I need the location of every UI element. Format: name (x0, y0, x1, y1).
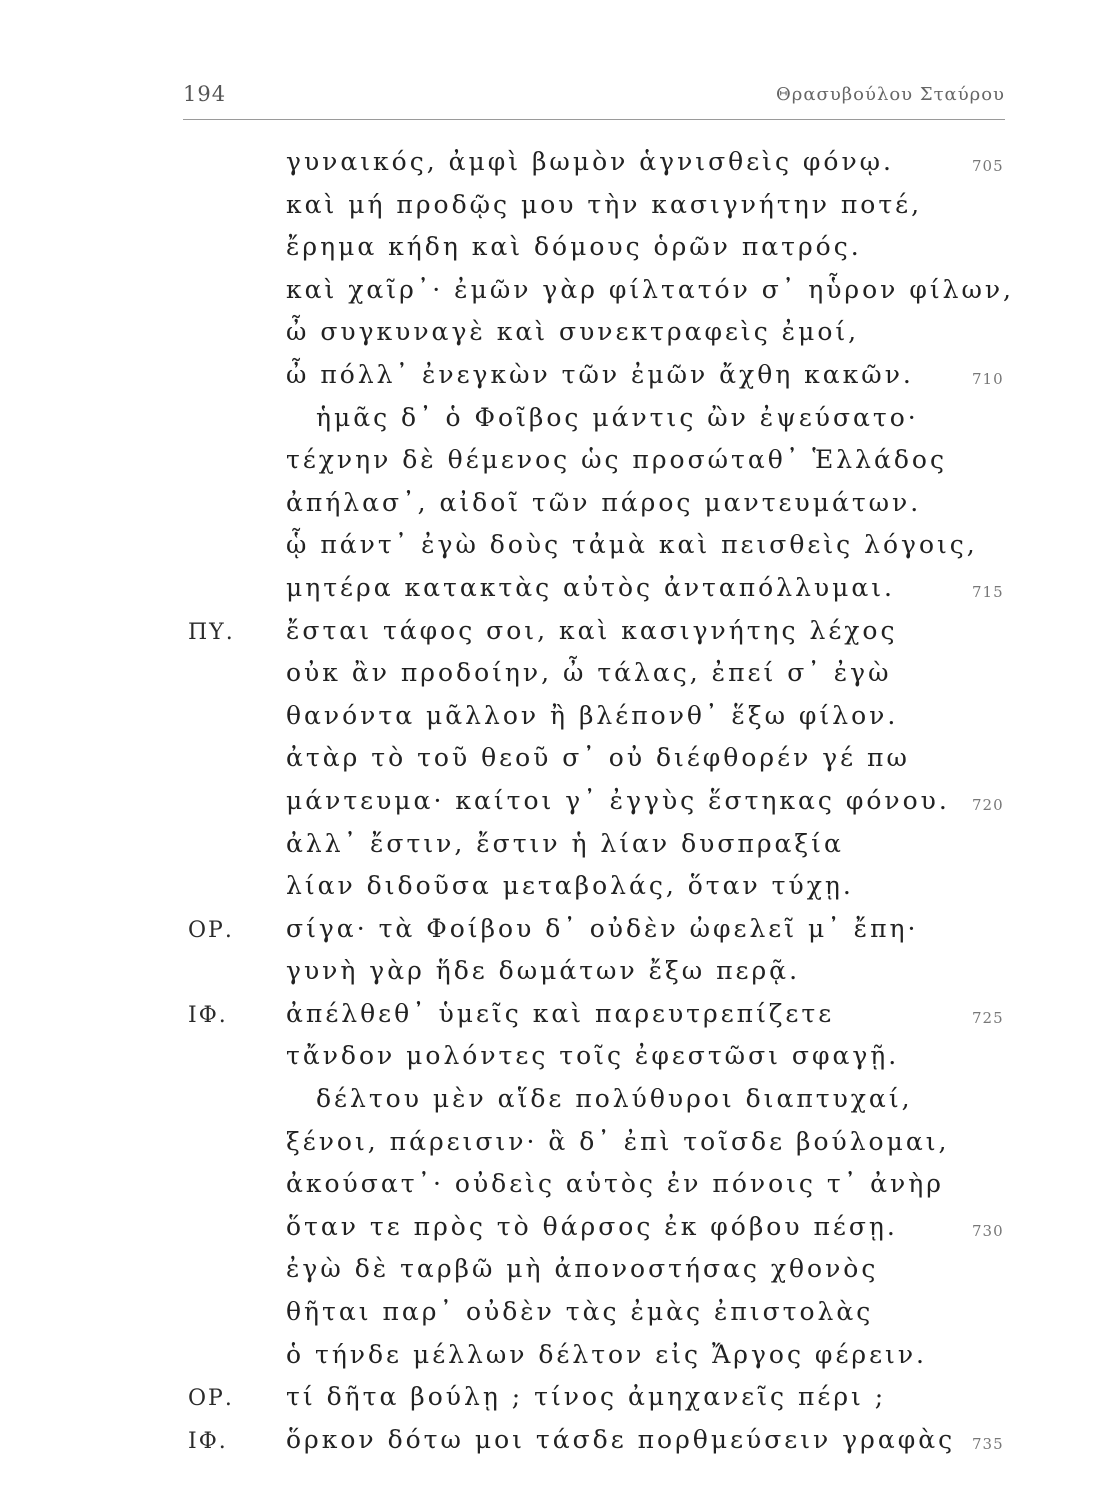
verse-line (0, 1041, 1113, 1084)
verse-line (0, 147, 1113, 190)
verse-line (0, 1340, 1113, 1383)
line-number: 725 (972, 1008, 1004, 1027)
verse-line (0, 956, 1113, 999)
verse-text: ὦ συγκυναγὲ καὶ συνεκτραφεὶς ἐμοί, (286, 317, 860, 347)
verse-text: ἀλλ᾽ ἔστιν, ἔστιν ἡ λίαν δυσπραξία (286, 828, 844, 858)
verse-line (0, 786, 1113, 829)
verse-line (0, 914, 1113, 957)
verse-text: ἔσται τάφος σοι, καὶ κασιγνήτης λέχος (286, 615, 898, 645)
verse-text: μητέρα κατακτὰς αὐτὸς ἀνταπόλλυμαι. (286, 572, 895, 602)
verse-line (0, 658, 1113, 701)
verse-line (0, 190, 1113, 233)
verse-line (0, 488, 1113, 531)
verse-text: τἄνδον μολόντες τοῖς ἐφεστῶσι σφαγῇ. (286, 1041, 900, 1071)
verse-line (0, 743, 1113, 786)
verse-line (0, 616, 1113, 659)
verse-line (0, 1212, 1113, 1255)
verse-line (0, 1382, 1113, 1425)
verse-line (0, 871, 1113, 914)
verse-text: ὦ πόλλ᾽ ἐνεγκὼν τῶν ἐμῶν ἄχθη κακῶν. (286, 359, 914, 389)
verse-text: ἀκούσατ᾽· οὐδεὶς αὑτὸς ἐν πόνοις τ᾽ ἀνὴρ (286, 1169, 944, 1199)
verse-text: ὅταν τε πρὸς τὸ θάρσος ἐκ φόβου πέσῃ. (286, 1211, 898, 1241)
verse-line (0, 1127, 1113, 1170)
verse-line (0, 275, 1113, 318)
verse-text: θῆται παρ᾽ οὐδὲν τὰς ἐμὰς ἐπιστολὰς (286, 1297, 874, 1327)
verse-text: λίαν διδοῦσα μεταβολάς, ὅταν τύχῃ. (286, 871, 854, 901)
running-head: Θρασυβούλου Σταύρου (776, 84, 1005, 105)
page-header (183, 78, 1005, 118)
verse-line (0, 317, 1113, 360)
verse-text: γυνὴ γὰρ ἥδε δωμάτων ἔξω περᾷ. (286, 956, 801, 986)
speaker-label: ΟΡ. (188, 917, 234, 943)
verse-line (0, 232, 1113, 275)
speaker-label: ΙΦ. (188, 1428, 228, 1454)
verse-text: καὶ μή προδῷς μου τὴν κασιγνήτην ποτέ, (286, 189, 923, 219)
verse-line (0, 701, 1113, 744)
line-number: 735 (972, 1434, 1004, 1453)
verse-line (0, 1084, 1113, 1127)
verse-text: ὁ τήνδε μέλλων δέλτον εἰς Ἄργος φέρειν. (286, 1339, 927, 1369)
verse-line (0, 445, 1113, 488)
verse-text: ἡμᾶς δ᾽ ὁ Φοῖβος μάντις ὢν ἐψεύσατο· (316, 402, 919, 432)
verse-block (0, 147, 1113, 1467)
verse-text: γυναικός, ἀμφὶ βωμὸν ἁγνισθεὶς φόνῳ. (286, 147, 894, 176)
speaker-label: ΟΡ. (188, 1386, 234, 1412)
verse-text: μάντευμα· καίτοι γ᾽ ἐγγὺς ἕστηκας φόνου. (286, 785, 950, 815)
verse-line (0, 530, 1113, 573)
verse-text: ἐγὼ δὲ ταρβῶ μὴ ἀπονοστήσας χθονὸς (286, 1254, 879, 1284)
page-number: 194 (183, 82, 227, 106)
verse-line (0, 1297, 1113, 1340)
verse-text: καὶ χαῖρ᾽· ἐμῶν γὰρ φίλτατόν σ᾽ ηὗρον φίλων, (286, 274, 1014, 304)
speaker-label: ΠΥ. (188, 619, 235, 645)
verse-text: ἀτὰρ τὸ τοῦ θεοῦ σ᾽ οὐ διέφθορέν γέ πω (286, 743, 910, 773)
verse-text: σίγα· τὰ Φοίβου δ᾽ οὐδὲν ὠφελεῖ μ᾽ ἔπη· (286, 913, 919, 943)
verse-line (0, 1169, 1113, 1212)
verse-line (0, 1254, 1113, 1297)
line-number: 730 (972, 1221, 1004, 1240)
verse-text: τί δῆτα βούλῃ ; τίνος ἀμηχανεῖς πέρι ; (286, 1382, 887, 1412)
verse-line (0, 360, 1113, 403)
verse-text: ὅρκον δότω μοι τάσδε πορθμεύσειν γραφὰς (286, 1424, 956, 1454)
line-number: 705 (972, 157, 1004, 175)
verse-text: ἀπέλθεθ᾽ ὑμεῖς καὶ παρευτρεπίζετε (286, 998, 835, 1028)
verse-line (0, 573, 1113, 616)
header-rule (183, 119, 1005, 120)
verse-text: ᾧ πάντ᾽ ἐγὼ δοὺς τἀμὰ καὶ πεισθεὶς λόγοις, (286, 530, 978, 560)
verse-line (0, 999, 1113, 1042)
verse-line (0, 829, 1113, 872)
verse-text: οὐκ ἂν προδοίην, ὦ τάλας, ἐπεί σ᾽ ἐγὼ (286, 658, 892, 688)
verse-text: ἔρημα κήδη καὶ δόμους ὁρῶν πατρός. (286, 232, 862, 262)
verse-text: θανόντα μᾶλλον ἢ βλέπονθ᾽ ἕξω φίλον. (286, 700, 899, 730)
line-number: 720 (972, 795, 1004, 814)
verse-text: ἀπήλασ᾽, αἰδοῖ τῶν πάρος μαντευμάτων. (286, 487, 922, 517)
verse-line (0, 1425, 1113, 1468)
line-number: 710 (972, 369, 1004, 388)
verse-text: δέλτου μὲν αἵδε πολύθυροι διαπτυχαί, (316, 1084, 913, 1114)
verse-text: ξένοι, πάρεισιν· ἃ δ᾽ ἐπὶ τοῖσδε βούλομαι, (286, 1126, 950, 1156)
verse-text: τέχνην δὲ θέμενος ὡς προσώταθ᾽ Ἑλλάδος (286, 445, 947, 475)
verse-line (0, 403, 1113, 446)
line-number: 715 (972, 582, 1004, 601)
speaker-label: ΙΦ. (188, 1002, 228, 1028)
